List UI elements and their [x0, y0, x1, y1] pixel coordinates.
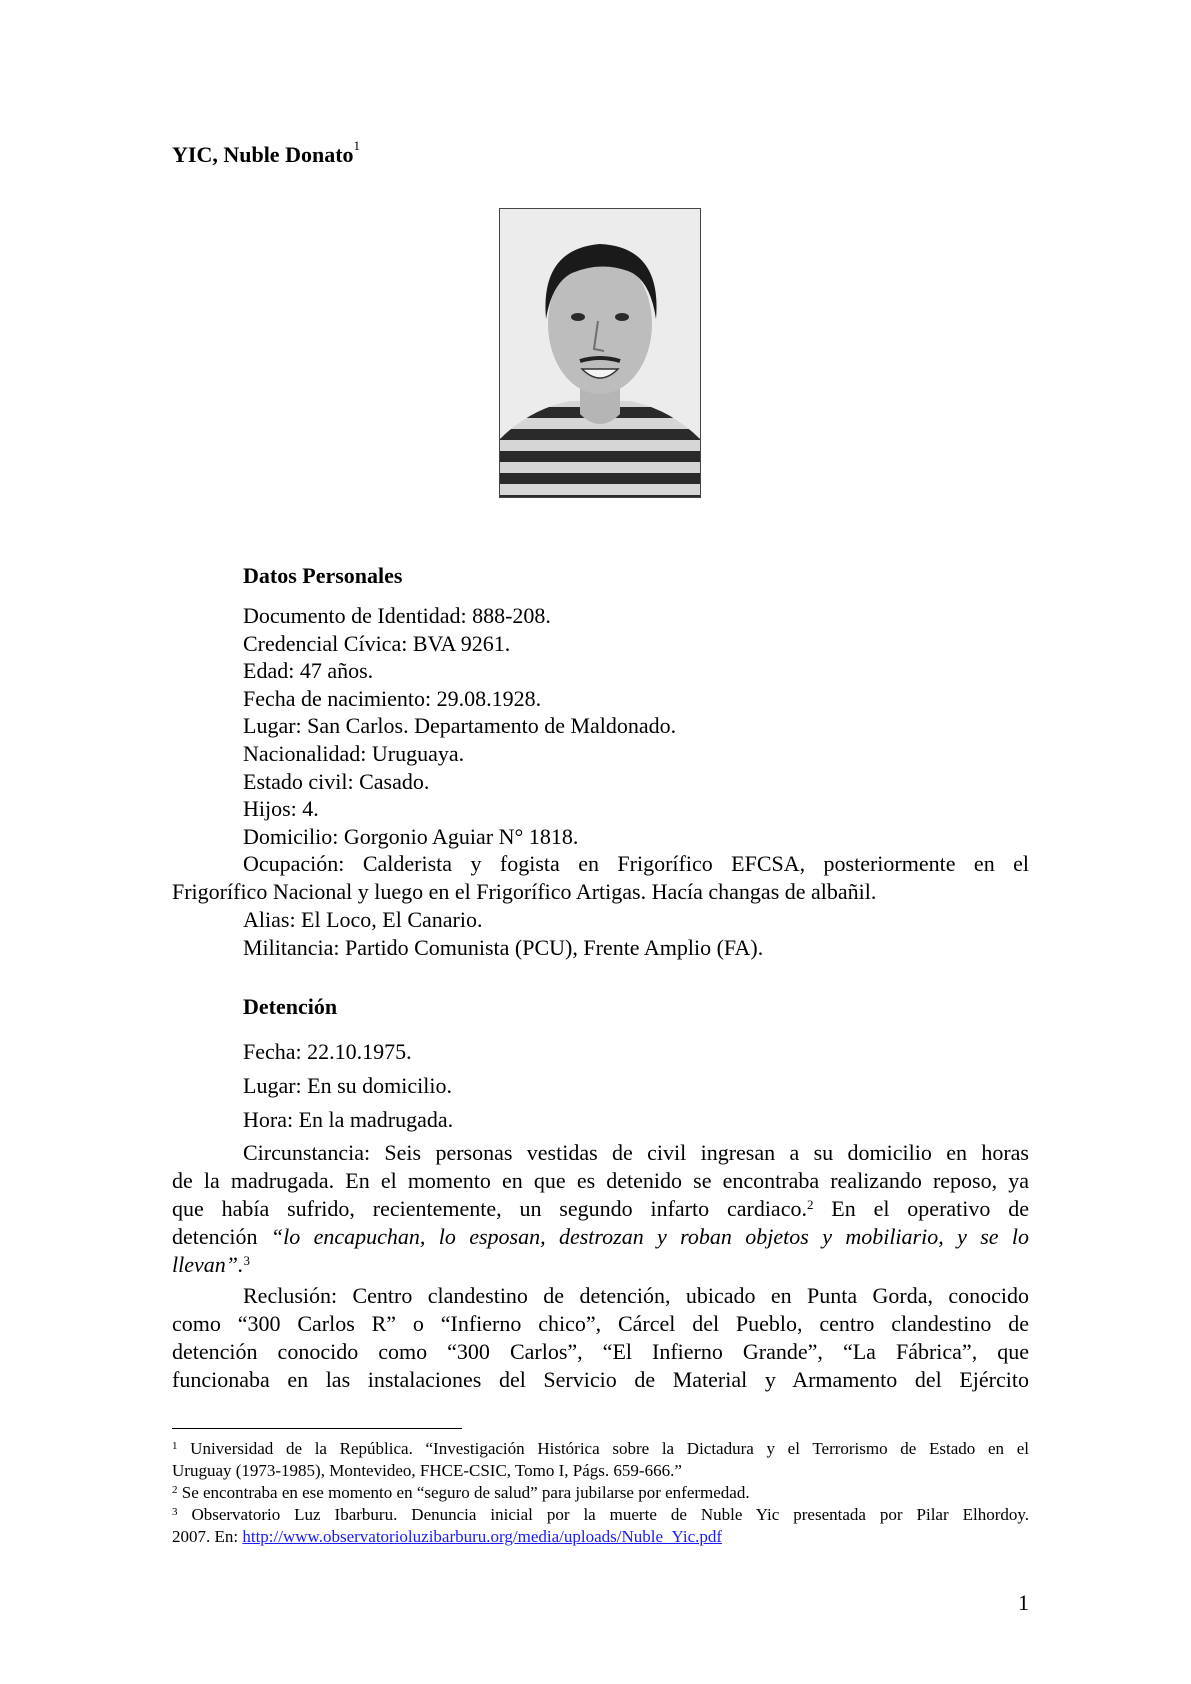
footnote-link[interactable]: http://www.observatorioluzibarburu.org/media/uploads/Nuble_Yic.pdf [242, 1527, 723, 1546]
footnote-ref-1: 1 [353, 138, 361, 153]
field-nacionalidad: Nacionalidad: Uruguaya. [243, 741, 465, 766]
circunstancia-line-5: llevan”.$^3$ [172, 1252, 250, 1277]
footnote-3-cont: 2007. En: http://www.observatorioluzibarburu.org/media/uploads/Nuble_Yic.pdf [172, 1527, 723, 1546]
field-fecha-detencion: Fecha: 22.10.1975. [243, 1039, 412, 1064]
field-credencial: Credencial Cívica: BVA 9261. [243, 631, 511, 656]
circunstancia-line-2: de la madrugada. En el momento en que es detenido se encontraba realizando reposo, ya [172, 1168, 1029, 1193]
footnote-1: $^1$ Universidad de la República. “Investigación Histórica sobre la Dictadura y el Terrorismo de Estado en el [172, 1439, 1029, 1458]
footnote-2: $^2$ Se encontraba en ese momento en “seguro de salud” para jubilarse por enfermedad. [172, 1483, 750, 1502]
field-hijos: Hijos: 4. [243, 796, 319, 821]
field-lugar-detencion: Lugar: En su domicilio. [243, 1073, 452, 1098]
reclusion-line-4: funcionaba en las instalaciones del Servicio de Material y Armamento del Ejército [172, 1367, 1029, 1392]
footnote-ref-3: 3 [243, 1253, 250, 1268]
page-number: 1 [1018, 1590, 1029, 1615]
footnote-1-cont: Uruguay (1973-1985), Montevideo, FHCE-CSIC, Tomo I, Págs. 659-666.” [172, 1461, 682, 1480]
ocupacion-line-2: Frigorífico Nacional y luego en el Frigorífico Artigas. Hacía changas de albañil. [172, 879, 877, 904]
section-heading-detencion: Detención [243, 994, 338, 1019]
field-fecha-nacimiento: Fecha de nacimiento: 29.08.1928. [243, 686, 542, 711]
field-domicilio: Domicilio: Gorgonio Aguiar N° 1818. [243, 824, 579, 849]
field-alias: Alias: El Loco, El Canario. [243, 907, 483, 932]
reclusion-line-3: detención conocido como “300 Carlos”, “El Infierno Grande”, “La Fábrica”, que [172, 1339, 1029, 1364]
field-lugar: Lugar: San Carlos. Departamento de Maldonado. [243, 713, 677, 738]
circunstancia-line-3: que había sufrido, recientemente, un segundo infarto cardiaco.$^2$ En el operativo de [172, 1196, 1029, 1221]
footnote-ref-2: 2 [806, 1197, 814, 1212]
footnote-3: $^3$ Observatorio Luz Ibarburu. Denuncia inicial por la muerte de Nuble Yic presentada por Pilar Elhordoy. [172, 1505, 1029, 1524]
circunstancia-line-4: detención “lo encapuchan, lo esposan, destrozan y roban objetos y mobiliario, y se lo [172, 1224, 1029, 1249]
footnote-divider [172, 1428, 462, 1429]
field-ocupacion [172, 850, 1029, 906]
footnotes [172, 1438, 1029, 1548]
reclusion-line-2: como “300 Carlos R” o “Infierno chico”, Cárcel del Pueblo, centro clandestino de [172, 1311, 1029, 1336]
page-title: YIC, Nuble Donato$^1$ [172, 138, 361, 167]
field-militancia: Militancia: Partido Comunista (PCU), Frente Amplio (FA). [243, 935, 764, 960]
circunstancia-line-1: Circunstancia: Seis personas vestidas de civil ingresan a su domicilio en horas [243, 1140, 1029, 1165]
field-estado-civil: Estado civil: Casado. [243, 769, 430, 794]
portrait-photo-icon [500, 209, 700, 497]
paragraph-circunstancia [172, 1139, 1029, 1279]
section-heading-datos-personales: Datos Personales [243, 563, 403, 588]
portrait-photo [499, 208, 701, 498]
field-hora-detencion: Hora: En la madrugada. [243, 1107, 454, 1132]
field-edad: Edad: 47 años. [243, 658, 374, 683]
ocupacion-line-1: Ocupación: Calderista y fogista en Frigorífico EFCSA, posteriormente en el [243, 851, 1029, 876]
paragraph-reclusion [172, 1282, 1029, 1394]
field-documento: Documento de Identidad: 888-208. [243, 603, 551, 628]
reclusion-line-1: Reclusión: Centro clandestino de detención, ubicado en Punta Gorda, conocido [243, 1283, 1029, 1308]
